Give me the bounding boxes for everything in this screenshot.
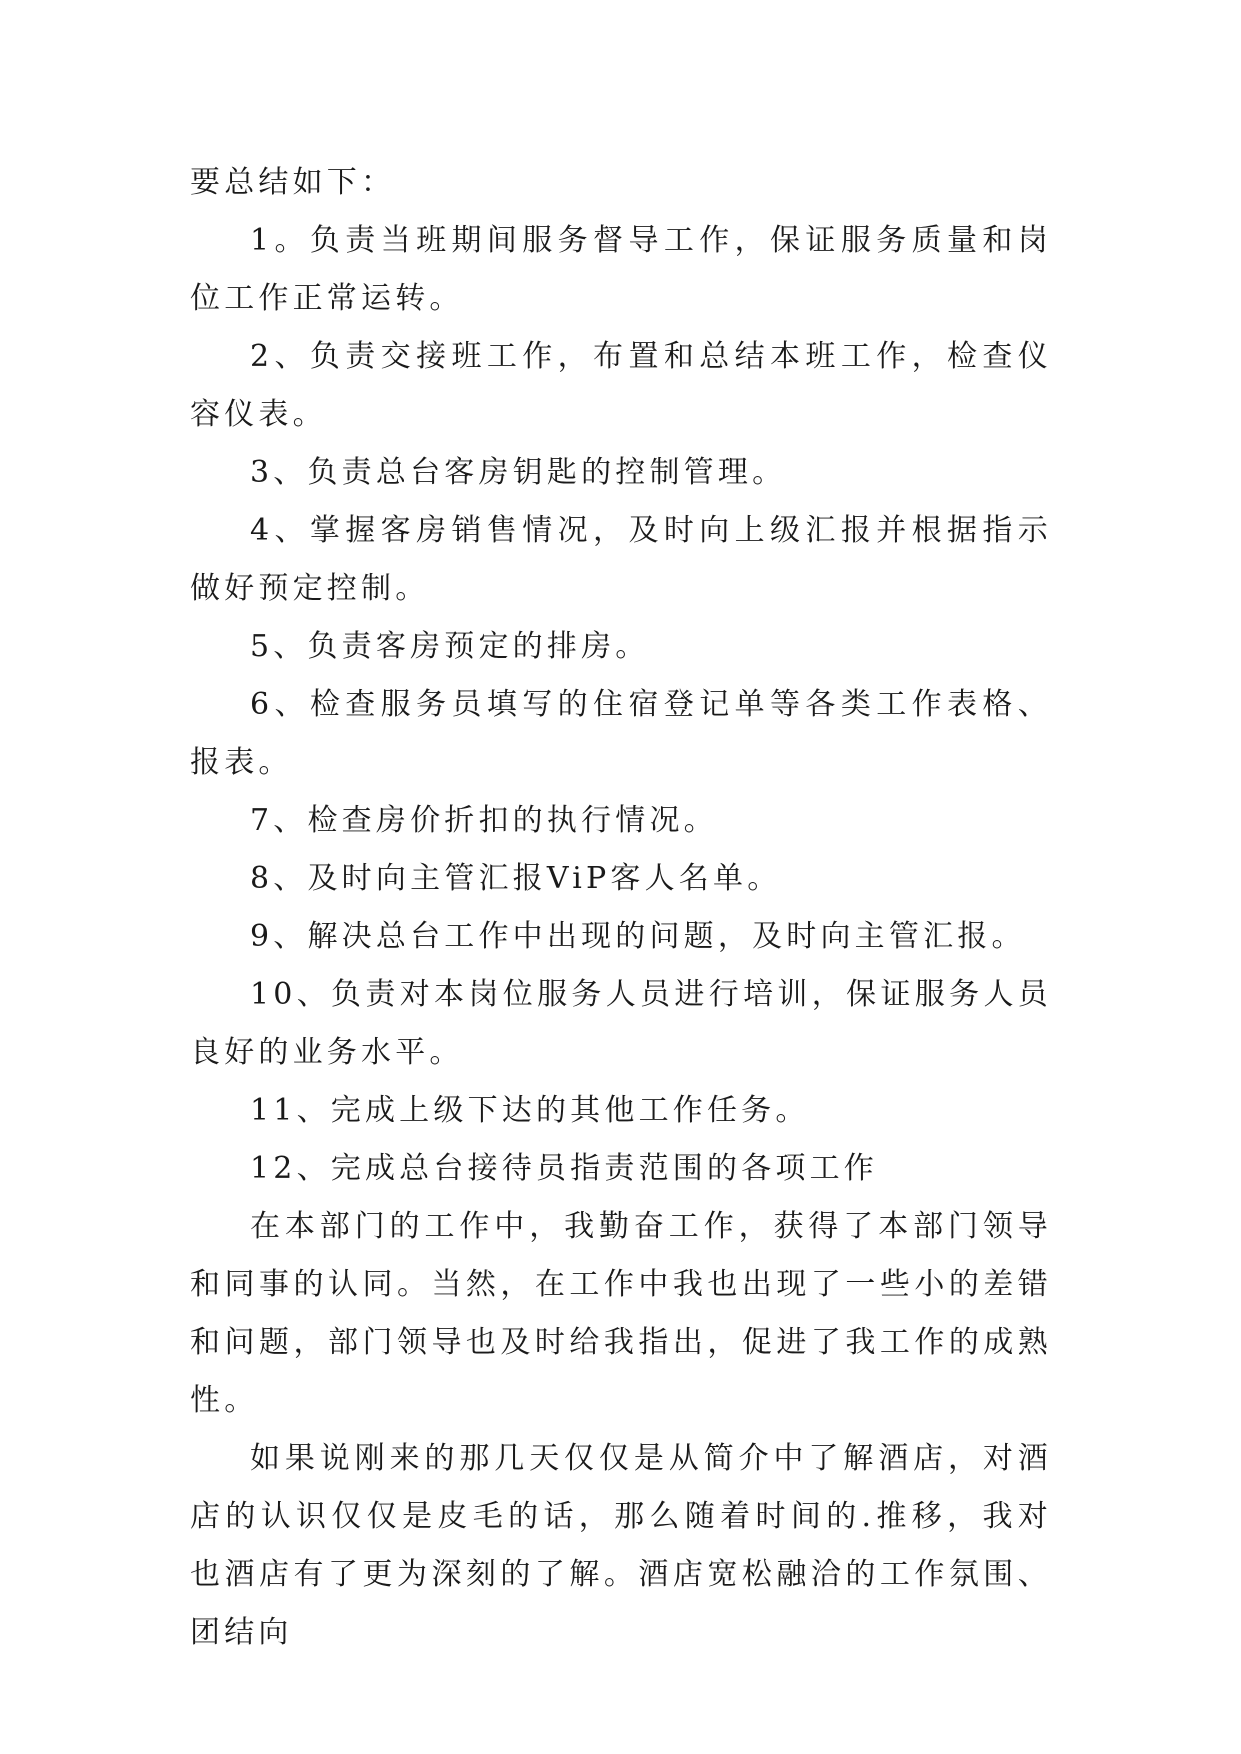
- list-item-1: 1。负责当班期间服务督导工作，保证服务质量和岗位工作正常运转。: [190, 223, 1052, 316]
- list-item-7: 7、检查房价折扣的执行情况。: [250, 803, 718, 838]
- document-body: [190, 154, 1052, 1662]
- paragraph-hotel-understanding: 如果说刚来的那几天仅仅是从简介中了解酒店，对酒店的认识仅仅是皮毛的话，那么随着时间的.推移，我对也酒店有了更为深刻的了解。酒店宽松融洽的工作氛围、团结向: [190, 1441, 1052, 1650]
- list-item-2: 2、负责交接班工作，布置和总结本班工作，检查仪容仪表。: [190, 339, 1052, 432]
- list-item-11: 11、完成上级下达的其他工作任务。: [250, 1093, 810, 1128]
- list-item-9: 9、解决总台工作中出现的问题，及时向主管汇报。: [250, 919, 1026, 954]
- paragraph-department-work: 在本部门的工作中，我勤奋工作，获得了本部门领导和同事的认同。当然，在工作中我也出现了一些小的差错和问题，部门领导也及时给我指出，促进了我工作的成熟性。: [190, 1209, 1052, 1418]
- list-item-3: 3、负责总台客房钥匙的控制管理。: [250, 455, 787, 490]
- list-item-4: 4、掌握客房销售情况，及时向上级汇报并根据指示做好预定控制。: [190, 513, 1052, 606]
- list-item-12: 12、完成总台接待员指责范围的各项工作: [250, 1151, 878, 1186]
- list-item-8: 8、及时向主管汇报ViP客人名单。: [250, 861, 782, 896]
- list-item-10: 10、负责对本岗位服务人员进行培训，保证服务人员良好的业务水平。: [190, 977, 1052, 1070]
- paragraph-intro: 要总结如下：: [190, 165, 396, 200]
- list-item-5: 5、负责客房预定的排房。: [250, 629, 650, 664]
- list-item-6: 6、检查服务员填写的住宿登记单等各类工作表格、报表。: [190, 687, 1052, 780]
